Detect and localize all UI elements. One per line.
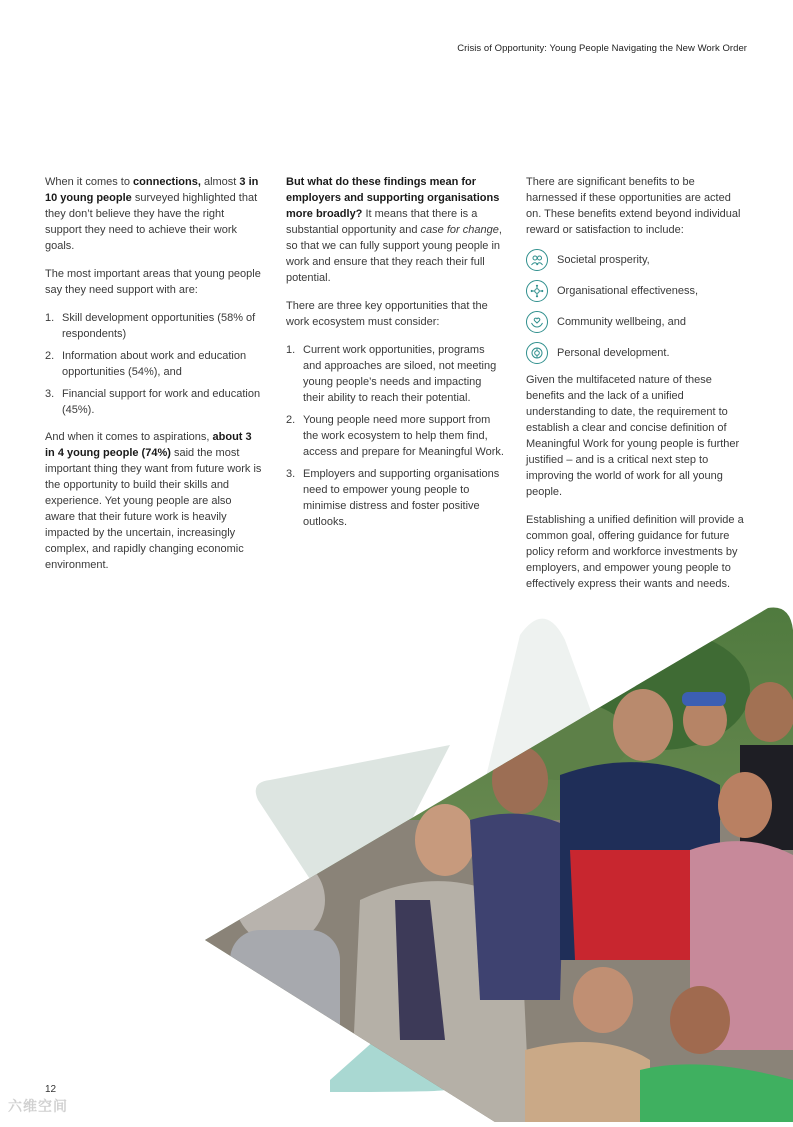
benefit-label: Personal development. xyxy=(557,347,670,359)
list-item: 3. Employers and supporting organisations need to empower young people to minimise distress and foster positive outlooks. xyxy=(286,468,500,528)
group-photo xyxy=(0,600,793,1122)
page-number: 12 xyxy=(45,1084,57,1095)
list-item: 3. Financial support for work and education (45%). xyxy=(45,388,261,416)
benefit-organisational-effectiveness xyxy=(526,279,744,303)
benefit-label: Community wellbeing, and xyxy=(557,316,687,328)
watermark: 六维空间 xyxy=(8,1098,68,1114)
opportunities-list xyxy=(286,342,504,530)
connections-paragraph: When it comes to connections, almost 3 in 10 young people surveyed highlighted that they don’t believe they have the right support they need to achieve their work goals. xyxy=(45,176,259,252)
benefit-label: Organisational effectiveness, xyxy=(557,285,699,297)
list-item: 2. Information about work and education opportunities (54%), and xyxy=(45,350,247,378)
benefit-personal-development xyxy=(526,341,744,365)
photo-collage xyxy=(0,600,793,1122)
justification-paragraph: Given the multifaceted nature of these benefits and the lack of a unified understanding to date, the requirement to establish a clear and concise definition of Meaningful Work for young people is further justified – and is a critical next step to improving the world of work for all young people. xyxy=(526,374,740,498)
findings-paragraph: But what do these findings mean for employers and supporting organisations more broadly? It means that there is a substantial opportunity and case for change, so that we can fully support young people in work and ensure that they reach their full potential. xyxy=(286,176,502,284)
list-item: 1. Current work opportunities, programs and approaches are siloed, not meeting young people’s needs and impacting their ability to reach their potential. xyxy=(286,344,497,404)
column-2 xyxy=(286,174,504,541)
opportunities-intro: There are three key opportunities that the work ecosystem must consider: xyxy=(286,300,488,328)
benefits-list xyxy=(526,248,744,365)
column-1 xyxy=(45,174,263,585)
definition-paragraph: Establishing a unified definition will provide a common goal, offering guidance for future policy reform and workforce investments by employers, and empower young people to effectively express their wants and needs. xyxy=(526,514,744,590)
list-item: 2. Young people need more support from the work ecosystem to help them find, access and prepare for Meaningful Work. xyxy=(286,414,504,458)
column-3 xyxy=(526,174,744,604)
list-item: 1. Skill development opportunities (58% of respondents) xyxy=(45,312,256,340)
support-areas-list xyxy=(45,310,263,418)
heart-hands-icon xyxy=(526,311,548,333)
support-areas-intro: The most important areas that young people say they need support with are: xyxy=(45,268,261,296)
aspirations-paragraph: And when it comes to aspirations, about 3 in 4 young people (74%) said the most important thing they want from future work is the opportunity to build their skills and experience. Yet young people are also aware that their future work is heavily impacted by the uncertain, increasingly complex, and rapidly changing economic environment. xyxy=(45,431,262,571)
benefit-community-wellbeing xyxy=(526,310,744,334)
benefit-societal-prosperity xyxy=(526,248,744,272)
benefit-label: Societal prosperity, xyxy=(557,254,650,266)
network-icon xyxy=(526,280,548,302)
running-header: Crisis of Opportunity: Young People Navigating the New Work Order xyxy=(457,43,747,54)
benefits-intro: There are significant benefits to be harnessed if these opportunities are acted on. These benefits extend beyond individual reward or satisfaction to include: xyxy=(526,176,741,236)
growth-icon xyxy=(526,342,548,364)
people-icon xyxy=(526,249,548,271)
